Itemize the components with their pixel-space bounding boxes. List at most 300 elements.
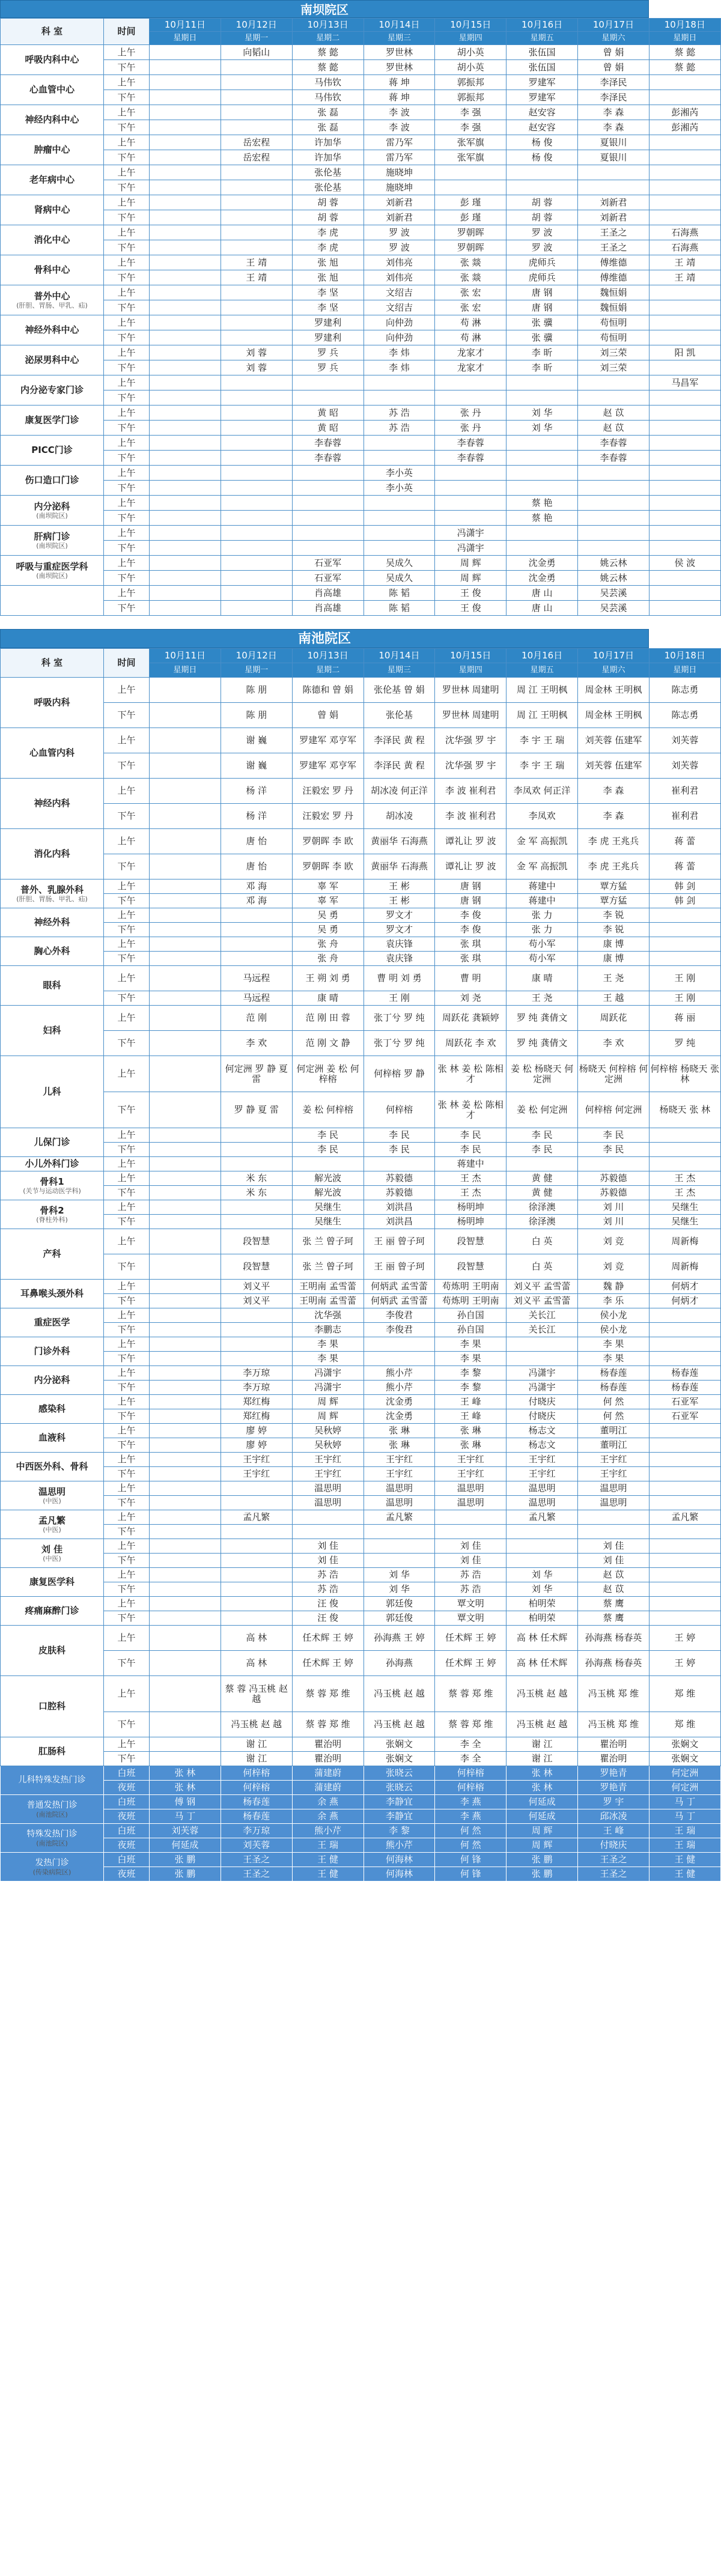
doctor-cell: [221, 436, 292, 451]
doctor-cell: 吴成久: [364, 571, 435, 586]
doctor-cell: 蒋建中: [507, 879, 578, 894]
doctor-cell: 王 健: [292, 1853, 364, 1867]
doctor-cell: 李 虎: [292, 240, 364, 255]
time-slot: 下午: [104, 601, 150, 616]
doctor-cell: 谭礼让 罗 波: [435, 829, 507, 854]
doctor-cell: 李 民: [578, 1128, 650, 1143]
department-name: [1, 1676, 104, 1737]
doctor-cell: 陈 韬: [364, 586, 435, 601]
doctor-cell: [221, 1582, 292, 1597]
doctor-cell: 曾 娟: [578, 60, 650, 75]
doctor-cell: [150, 1395, 221, 1409]
doctor-cell: 张 燚: [435, 255, 507, 270]
date-header: 10月18日: [649, 649, 720, 663]
table-row: [1, 879, 721, 894]
table-row: [1, 1838, 721, 1853]
doctor-cell: 李 森: [578, 105, 650, 120]
doctor-cell: 蔡 艳: [507, 496, 578, 511]
doctor-cell: 侯小龙: [578, 1323, 650, 1337]
doctor-cell: 王 丽 曾子珂: [364, 1229, 435, 1254]
time-slot: 下午: [104, 804, 150, 829]
doctor-cell: 冯潇宇: [435, 526, 507, 541]
doctor-cell: [150, 210, 221, 225]
doctor-cell: 周 辉: [292, 1409, 364, 1424]
doctor-cell: 施晓坤: [364, 165, 435, 180]
time-slot: 下午: [104, 753, 150, 779]
doctor-cell: [364, 451, 435, 466]
doctor-cell: 向仲劲: [364, 330, 435, 345]
table-row: [1, 45, 721, 60]
department-name: [1, 466, 104, 496]
doctor-cell: [150, 120, 221, 135]
doctor-cell: 冯潇宇: [292, 1366, 364, 1381]
table-row: [1, 923, 721, 937]
doctor-cell: [649, 90, 720, 105]
table-row: [1, 1254, 721, 1280]
doctor-cell: 李 虎 王兆兵: [578, 829, 650, 854]
doctor-cell: [150, 240, 221, 255]
time-slot: 下午: [104, 1323, 150, 1337]
doctor-cell: 李 森: [578, 804, 650, 829]
table-row: [1, 937, 721, 952]
doctor-cell: 蔡 鹰: [578, 1611, 650, 1626]
doctor-cell: [150, 1539, 221, 1554]
doctor-cell: [150, 1481, 221, 1496]
date-header: 10月14日: [364, 19, 435, 32]
doctor-cell: 何 然: [435, 1824, 507, 1838]
time-slot: 下午: [104, 854, 150, 879]
doctor-cell: [150, 601, 221, 616]
doctor-cell: 李俊君: [364, 1323, 435, 1337]
table-row: [1, 1200, 721, 1215]
doctor-cell: [150, 1651, 221, 1676]
table-row: [1, 1525, 721, 1539]
doctor-cell: 吴 勇: [292, 908, 364, 923]
campus-section: [0, 0, 705, 616]
table-row: [1, 894, 721, 908]
doctor-cell: [150, 779, 221, 804]
doctor-cell: 何 锋: [435, 1853, 507, 1867]
doctor-cell: 张 琳: [435, 1424, 507, 1438]
doctor-cell: [221, 1352, 292, 1366]
doctor-cell: 范 刚 田 蓉: [292, 1006, 364, 1031]
doctor-cell: 白 英: [507, 1229, 578, 1254]
doctor-cell: [150, 105, 221, 120]
doctor-cell: [150, 135, 221, 150]
doctor-cell: 刘 华: [507, 1568, 578, 1582]
doctor-cell: 苏毅德: [578, 1171, 650, 1186]
doctor-cell: [578, 526, 650, 541]
doctor-cell: 张伦基: [364, 703, 435, 728]
doctor-cell: 王 瑞: [649, 1838, 720, 1853]
doctor-cell: 何 然: [578, 1395, 650, 1409]
doctor-cell: [649, 150, 720, 165]
department-label: 耳鼻喉头颈外科: [20, 1288, 84, 1299]
doctor-cell: [649, 180, 720, 195]
doctor-cell: 孙海燕 杨春英: [578, 1626, 650, 1651]
doctor-cell: 王 杰: [649, 1186, 720, 1200]
doctor-cell: [649, 1323, 720, 1337]
doctor-cell: [578, 1510, 650, 1525]
date-header: 10月15日: [435, 19, 507, 32]
doctor-cell: [435, 466, 507, 481]
doctor-cell: 刘 蓉: [221, 360, 292, 375]
doctor-cell: [292, 511, 364, 526]
weekday-header: 星期三: [364, 663, 435, 678]
doctor-cell: 李 波 崔利君: [435, 779, 507, 804]
doctor-cell: 唐 钢: [435, 894, 507, 908]
doctor-cell: 覃文明: [435, 1597, 507, 1611]
doctor-cell: 王 靖: [221, 270, 292, 285]
doctor-cell: 周金林 王明枫: [578, 703, 650, 728]
department-label: 感染科: [38, 1403, 65, 1414]
doctor-cell: 吴秋婷: [292, 1438, 364, 1453]
table-row: [1, 1337, 721, 1352]
doctor-cell: 孙海燕 杨春英: [578, 1651, 650, 1676]
time-slot: 上午: [104, 1737, 150, 1752]
table-row: [1, 466, 721, 481]
doctor-cell: 李俊君: [364, 1308, 435, 1323]
doctor-cell: 虎师兵: [507, 270, 578, 285]
doctor-cell: 沈华强 罗 宇: [435, 728, 507, 753]
doctor-cell: [150, 1409, 221, 1424]
department-label: 小儿外科门诊: [25, 1158, 79, 1169]
doctor-cell: 黄 健: [507, 1171, 578, 1186]
doctor-cell: 郑 维: [649, 1712, 720, 1737]
doctor-cell: 王 刚: [364, 991, 435, 1006]
doctor-cell: [221, 90, 292, 105]
department-label: 血液科: [38, 1432, 65, 1443]
time-slot: 上午: [104, 1229, 150, 1254]
doctor-cell: 苟 淋: [435, 315, 507, 330]
doctor-cell: 罗朝晖 李 欧: [292, 829, 364, 854]
doctor-cell: [507, 1554, 578, 1568]
time-slot: 白班: [104, 1766, 150, 1781]
department-name: [1, 1539, 104, 1568]
department-sublabel: (中医): [43, 1525, 61, 1534]
time-slot: 下午: [104, 894, 150, 908]
date-header-row: [1, 649, 721, 663]
doctor-cell: [150, 1424, 221, 1438]
doctor-cell: 陈 韬: [364, 601, 435, 616]
slot-column-header: 时间: [104, 649, 150, 678]
doctor-cell: 王宇红: [221, 1467, 292, 1481]
doctor-cell: 关长江: [507, 1308, 578, 1323]
schedule-table: [0, 648, 721, 1882]
doctor-cell: 唐 钢: [507, 285, 578, 300]
time-slot: 上午: [104, 105, 150, 120]
doctor-cell: 冯潇宇: [292, 1381, 364, 1395]
doctor-cell: 苏 浩: [292, 1582, 364, 1597]
department-name: [1, 285, 104, 315]
time-slot: 下午: [104, 703, 150, 728]
department-sublabel: (脊柱外科): [36, 1215, 68, 1224]
department-name: [1, 1056, 104, 1128]
doctor-cell: [292, 496, 364, 511]
doctor-cell: 范 刚: [221, 1006, 292, 1031]
doctor-cell: 陈德和 曾 娟: [292, 678, 364, 703]
doctor-cell: [221, 451, 292, 466]
doctor-cell: 周金林 王明枫: [578, 678, 650, 703]
department-name: [1, 1229, 104, 1280]
table-row: [1, 285, 721, 300]
doctor-cell: 冯潇宇: [507, 1381, 578, 1395]
doctor-cell: 解光波: [292, 1171, 364, 1186]
doctor-cell: 张 骥: [507, 330, 578, 345]
doctor-cell: 王宇红: [578, 1467, 650, 1481]
doctor-cell: 罗建军: [507, 90, 578, 105]
doctor-cell: [150, 1006, 221, 1031]
doctor-cell: 王圣之: [578, 1867, 650, 1882]
doctor-cell: [507, 526, 578, 541]
table-row: [1, 1766, 721, 1781]
doctor-cell: [221, 1611, 292, 1626]
doctor-cell: 魏 静: [578, 1280, 650, 1294]
doctor-cell: 王 健: [292, 1867, 364, 1882]
doctor-cell: 王 杰: [435, 1171, 507, 1186]
doctor-cell: 杨 俊: [507, 135, 578, 150]
time-slot: 下午: [104, 1352, 150, 1366]
doctor-cell: [649, 135, 720, 150]
time-slot: 上午: [104, 1676, 150, 1712]
doctor-cell: 沈华强: [292, 1308, 364, 1323]
doctor-cell: [649, 1438, 720, 1453]
department-label: 内分泌科: [34, 1375, 70, 1385]
doctor-cell: 马 丁: [649, 1795, 720, 1809]
doctor-cell: 刘 佳: [435, 1554, 507, 1568]
doctor-cell: 刘 竞: [578, 1254, 650, 1280]
doctor-cell: 刘义平 孟雪蕾: [507, 1294, 578, 1308]
department-label: 呼吸内科中心: [25, 54, 79, 65]
doctor-cell: 汪 俊: [292, 1597, 364, 1611]
doctor-cell: 罗建利: [292, 330, 364, 345]
table-row: [1, 1467, 721, 1481]
doctor-cell: 温思明: [507, 1481, 578, 1496]
doctor-cell: [507, 451, 578, 466]
doctor-cell: 李万琼: [221, 1366, 292, 1381]
doctor-cell: 罗建军: [507, 75, 578, 90]
doctor-cell: [649, 1128, 720, 1143]
doctor-cell: [150, 1254, 221, 1280]
doctor-cell: 王 峰: [435, 1395, 507, 1409]
time-slot: 上午: [104, 1366, 150, 1381]
doctor-cell: 李泽民: [578, 90, 650, 105]
doctor-cell: 任术辉 王 婷: [292, 1651, 364, 1676]
table-row: [1, 390, 721, 406]
department-name: [1, 1795, 104, 1824]
doctor-cell: 王 朔 刘 勇: [292, 966, 364, 991]
doctor-cell: 罗文才: [364, 923, 435, 937]
department-label: 普通发热门诊: [26, 1800, 78, 1810]
department-name: [1, 829, 104, 879]
doctor-cell: [364, 1337, 435, 1352]
doctor-cell: 李 波: [364, 105, 435, 120]
doctor-cell: 夏银川: [578, 135, 650, 150]
doctor-cell: 王宇红: [578, 1453, 650, 1467]
doctor-cell: 刘 佳: [578, 1554, 650, 1568]
doctor-cell: 何定洲: [649, 1766, 720, 1781]
doctor-cell: 张 鹏: [150, 1867, 221, 1882]
department-name: [1, 728, 104, 779]
department-name: [1, 75, 104, 105]
doctor-cell: 石亚军: [292, 571, 364, 586]
doctor-cell: [221, 165, 292, 180]
doctor-cell: 孙自国: [435, 1323, 507, 1337]
doctor-cell: 王宇红: [507, 1467, 578, 1481]
doctor-cell: 李 燕: [435, 1809, 507, 1824]
doctor-cell: [507, 466, 578, 481]
doctor-cell: 张 磊: [292, 120, 364, 135]
doctor-cell: 刘新君: [364, 195, 435, 210]
doctor-cell: [578, 165, 650, 180]
doctor-cell: 刘芙蓉 伍建军: [578, 728, 650, 753]
doctor-cell: 张 旭: [292, 255, 364, 270]
weekday-header: 星期一: [221, 663, 292, 678]
table-row: [1, 1651, 721, 1676]
doctor-cell: 苏毅德: [578, 1186, 650, 1200]
doctor-cell: 何炳武 孟雪蕾: [364, 1280, 435, 1294]
doctor-cell: 胡 蓉: [507, 210, 578, 225]
doctor-cell: [435, 496, 507, 511]
table-row: [1, 421, 721, 436]
doctor-cell: 刘芙蓉: [649, 728, 720, 753]
doctor-cell: [507, 375, 578, 390]
table-row: [1, 1481, 721, 1496]
doctor-cell: 王明南 孟雪蕾: [292, 1280, 364, 1294]
doctor-cell: 周 辉: [435, 571, 507, 586]
doctor-cell: 王 健: [649, 1867, 720, 1882]
date-header: 10月16日: [507, 649, 578, 663]
doctor-cell: 沈华强 罗 宇: [435, 753, 507, 779]
time-slot: 上午: [104, 1568, 150, 1582]
doctor-cell: 苟炼明 王明南: [435, 1294, 507, 1308]
time-slot: 上午: [104, 908, 150, 923]
time-slot: 上午: [104, 1337, 150, 1352]
doctor-cell: [435, 511, 507, 526]
department-name: [1, 375, 104, 406]
doctor-cell: 刘伟亮: [364, 255, 435, 270]
doctor-cell: 张 宏: [435, 300, 507, 315]
table-row: [1, 240, 721, 255]
doctor-cell: 李静宜: [364, 1795, 435, 1809]
doctor-cell: [150, 728, 221, 753]
doctor-cell: 张 舟: [292, 952, 364, 966]
table-row: [1, 180, 721, 195]
doctor-cell: 余 燕: [292, 1809, 364, 1824]
doctor-cell: 苏毅德: [364, 1186, 435, 1200]
table-row: [1, 526, 721, 541]
doctor-cell: 孙海燕: [364, 1651, 435, 1676]
department-name: [1, 436, 104, 466]
doctor-cell: 刘芙蓉: [221, 1838, 292, 1853]
doctor-cell: 刘新君: [578, 195, 650, 210]
time-slot: 白班: [104, 1795, 150, 1809]
doctor-cell: 张伍国: [507, 45, 578, 60]
doctor-cell: 杨 洋: [221, 804, 292, 829]
doctor-cell: 邱冰凌: [578, 1809, 650, 1824]
doctor-cell: [507, 1525, 578, 1539]
doctor-cell: 冯潇宇: [507, 1366, 578, 1381]
doctor-cell: [221, 1525, 292, 1539]
doctor-cell: [150, 436, 221, 451]
doctor-cell: [292, 390, 364, 406]
doctor-cell: [150, 1280, 221, 1294]
doctor-cell: 韩 剑: [649, 894, 720, 908]
doctor-cell: [649, 195, 720, 210]
time-slot: 上午: [104, 678, 150, 703]
table-row: [1, 1381, 721, 1395]
doctor-cell: 蔡 蓉 郑 维: [435, 1676, 507, 1712]
doctor-cell: 谢 江: [507, 1752, 578, 1766]
doctor-cell: 李 炜: [364, 345, 435, 360]
doctor-cell: [150, 923, 221, 937]
table-row: [1, 1853, 721, 1867]
department-name: [1, 406, 104, 436]
doctor-cell: 王 健: [649, 1853, 720, 1867]
doctor-cell: 谢 巍: [221, 728, 292, 753]
time-slot: 下午: [104, 923, 150, 937]
doctor-cell: 张 琳: [364, 1424, 435, 1438]
table-row: [1, 1626, 721, 1651]
doctor-cell: 温思明: [578, 1481, 650, 1496]
doctor-cell: 徐泽澳: [507, 1215, 578, 1229]
doctor-cell: 罗 波: [507, 225, 578, 240]
table-row: [1, 90, 721, 105]
doctor-cell: 魏恒娟: [578, 300, 650, 315]
department-label: 胸心外科: [34, 946, 70, 956]
time-slot: 夜班: [104, 1838, 150, 1853]
department-name: [1, 678, 104, 728]
doctor-cell: [649, 1481, 720, 1496]
time-slot: 上午: [104, 586, 150, 601]
doctor-cell: [150, 1352, 221, 1366]
department-name: [1, 1453, 104, 1481]
doctor-cell: 苏 浩: [435, 1568, 507, 1582]
doctor-cell: [364, 511, 435, 526]
doctor-cell: 黄 昭: [292, 406, 364, 421]
doctor-cell: 罗 宇: [578, 1795, 650, 1809]
department-label: 产科: [43, 1248, 61, 1259]
department-label: 肿瘤中心: [34, 144, 70, 155]
doctor-cell: [150, 1611, 221, 1626]
doctor-cell: [649, 210, 720, 225]
campus-title: 南坝院区: [0, 0, 649, 18]
doctor-cell: [364, 496, 435, 511]
doctor-cell: 马伟钦: [292, 90, 364, 105]
doctor-cell: [221, 923, 292, 937]
time-slot: 上午: [104, 165, 150, 180]
doctor-cell: 彭 瑾: [435, 210, 507, 225]
time-slot: 上午: [104, 1308, 150, 1323]
table-row: [1, 1424, 721, 1438]
table-row: [1, 511, 721, 526]
doctor-cell: [435, 165, 507, 180]
time-slot: 下午: [104, 1031, 150, 1056]
department-label: 伤口造口门诊: [25, 475, 79, 485]
doctor-cell: 张 鹏: [150, 1853, 221, 1867]
department-name: [1, 1006, 104, 1056]
table-row: [1, 1597, 721, 1611]
doctor-cell: 杨明坤: [435, 1200, 507, 1215]
doctor-cell: 金 军 高振凯: [507, 854, 578, 879]
doctor-cell: 康 博: [578, 952, 650, 966]
doctor-cell: 刘芙蓉 伍建军: [578, 753, 650, 779]
time-slot: 下午: [104, 210, 150, 225]
doctor-cell: [221, 330, 292, 345]
department-label: 发热门诊: [35, 1858, 69, 1868]
doctor-cell: 张 旭: [292, 270, 364, 285]
doctor-cell: 熊小芹: [364, 1381, 435, 1395]
